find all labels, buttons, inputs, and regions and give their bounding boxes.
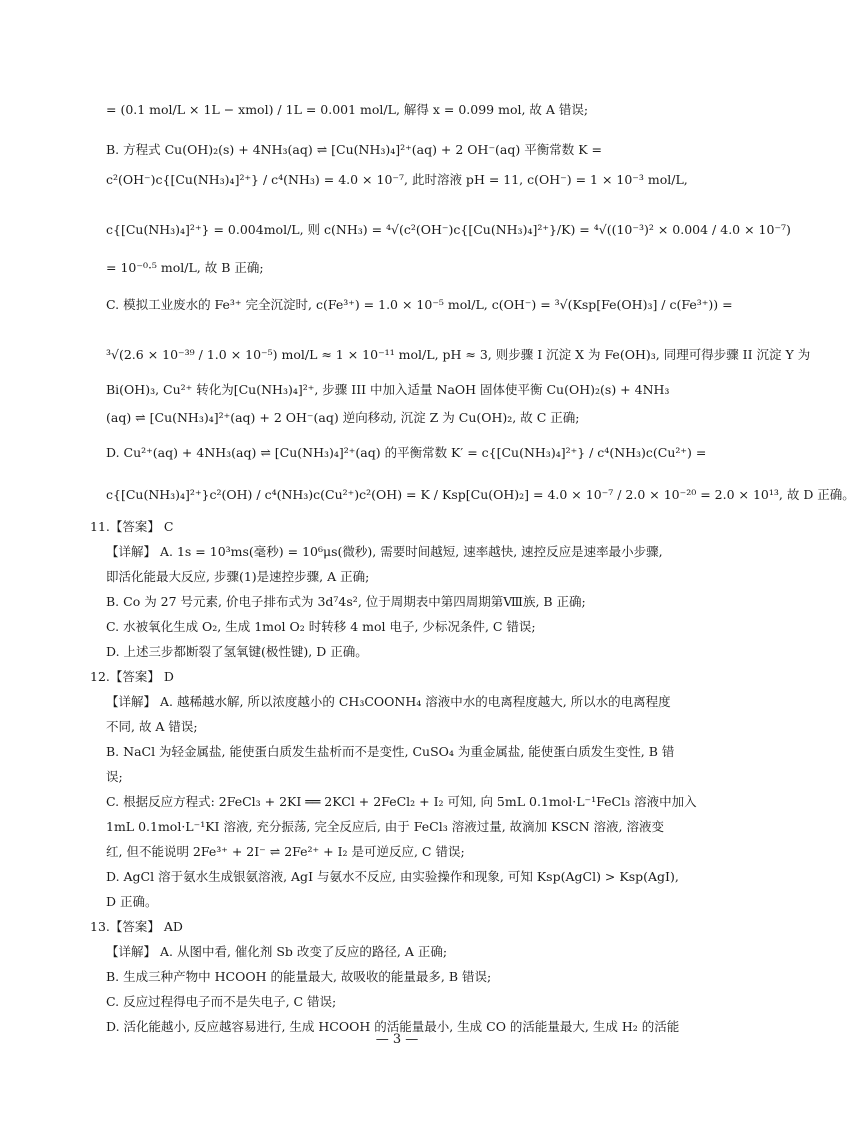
- text-line: C. 根据反应方程式: 2FeCl₃ + 2KI ══ 2KCl + 2FeCl₂ + I₂ 可知, 向 5mL 0.1mol·L⁻¹FeCl₃ 溶液中加入: [106, 794, 697, 809]
- text-line: 1mL 0.1mol·L⁻¹KI 溶液, 充分振荡, 完全反应后, 由于 FeCl₃ 溶液过量, 故滴加 KSCN 溶液, 溶液变: [106, 819, 664, 834]
- text-line: B. Co 为 27 号元素, 价电子排布式为 3d⁷4s², 位于周期表中第四周期第Ⅷ族, B 正确;: [106, 594, 586, 609]
- text-line: D 正确。: [106, 894, 158, 909]
- text-line: C. 水被氧化生成 O₂, 生成 1mol O₂ 时转移 4 mol 电子, 少标况条件, C 错误;: [106, 619, 536, 634]
- text-line: Bi(OH)₃, Cu²⁺ 转化为[Cu(NH₃)₄]²⁺, 步骤 III 中加入适量 NaOH 固体使平衡 Cu(OH)₂(s) + 4NH₃: [106, 382, 670, 397]
- text-line: 12.【答案】 D: [90, 669, 174, 684]
- text-line: D. Cu²⁺(aq) + 4NH₃(aq) ⇌ [Cu(NH₃)₄]²⁺(aq) 的平衡常数 K′ = c{[Cu(NH₃)₄]²⁺} / c⁴(NH₃)c(Cu²⁺) =: [106, 445, 707, 460]
- page-number: — 3 —: [375, 1032, 419, 1047]
- text-line: C. 反应过程得电子而不是失电子, C 错误;: [106, 994, 337, 1009]
- text-line: c{[Cu(NH₃)₄]²⁺} = 0.004mol/L, 则 c(NH₃) = ⁴√(c²(OH⁻)c{[Cu(NH₃)₄]²⁺}/K) = ⁴√((10⁻³)² × 0.004 / 4.0 × 10⁻⁷): [106, 222, 791, 237]
- text-line: C. 模拟工业废水的 Fe³⁺ 完全沉淀时, c(Fe³⁺) = 1.0 × 10⁻⁵ mol/L, c(OH⁻) = ³√(Ksp[Fe(OH)₃] / c(Fe³⁺)) =: [106, 297, 733, 312]
- text-line: B. 方程式 Cu(OH)₂(s) + 4NH₃(aq) ⇌ [Cu(NH₃)₄]²⁺(aq) + 2 OH⁻(aq) 平衡常数 K =: [106, 142, 602, 157]
- text-line: 即活化能最大反应, 步骤(1)是速控步骤, A 正确;: [106, 569, 370, 584]
- text-line: D. 上述三步都断裂了氢氧键(极性键), D 正确。: [106, 644, 368, 659]
- text-line: c²(OH⁻)c{[Cu(NH₃)₄]²⁺} / c⁴(NH₃) = 4.0 × 10⁻⁷, 此时溶液 pH = 11, c(OH⁻) = 1 × 10⁻³ mol/L,: [106, 172, 688, 187]
- text-line: 【详解】 A. 从图中看, 催化剂 Sb 改变了反应的路径, A 正确;: [106, 944, 448, 959]
- text-line: 红, 但不能说明 2Fe³⁺ + 2I⁻ ⇌ 2Fe²⁺ + I₂ 是可逆反应, C 错误;: [106, 844, 465, 859]
- text-line: = 10⁻⁰·⁵ mol/L, 故 B 正确;: [106, 260, 264, 275]
- text-line: 误;: [106, 769, 123, 784]
- text-line: D. AgCl 溶于氨水生成银氨溶液, AgI 与氨水不反应, 由实验操作和现象, 可知 Ksp(AgCl) > Ksp(AgI),: [106, 869, 679, 884]
- text-line: B. 生成三种产物中 HCOOH 的能量最大, 故吸收的能量最多, B 错误;: [106, 969, 492, 984]
- text-line: (aq) ⇌ [Cu(NH₃)₄]²⁺(aq) + 2 OH⁻(aq) 逆向移动, 沉淀 Z 为 Cu(OH)₂, 故 C 正确;: [106, 410, 580, 425]
- text-line: 13.【答案】 AD: [90, 919, 183, 934]
- text-line: c{[Cu(NH₃)₄]²⁺}c²(OH) / c⁴(NH₃)c(Cu²⁺)c²(OH) = K / Ksp[Cu(OH)₂] = 4.0 × 10⁻⁷ / 2.0 × 10⁻²⁰ = 2.0 × 10¹³, 故 D 正确。: [106, 487, 855, 502]
- text-line: 【详解】 A. 1s = 10³ms(毫秒) = 10⁶μs(微秒), 需要时间越短, 速率越快, 速控反应是速率最小步骤,: [106, 544, 663, 559]
- text-line: B. NaCl 为轻金属盐, 能使蛋白质发生盐析而不是变性, CuSO₄ 为重金属盐, 能使蛋白质发生变性, B 错: [106, 744, 675, 759]
- text-line: 不同, 故 A 错误;: [106, 719, 198, 734]
- text-line: = (0.1 mol/L × 1L − xmol) / 1L = 0.001 mol/L, 解得 x = 0.099 mol, 故 A 错误;: [106, 102, 589, 117]
- text-line: ³√(2.6 × 10⁻³⁹ / 1.0 × 10⁻⁵) mol/L ≈ 1 × 10⁻¹¹ mol/L, pH ≈ 3, 则步骤 I 沉淀 X 为 Fe(OH)₃, 同理可得步骤 II 沉淀 Y 为: [106, 347, 811, 362]
- text-line: 11.【答案】 C: [90, 519, 174, 534]
- text-line: 【详解】 A. 越稀越水解, 所以浓度越小的 CH₃COONH₄ 溶液中水的电离程度越大, 所以水的电离程度: [106, 694, 671, 709]
- text-line: D. 活化能越小, 反应越容易进行, 生成 HCOOH 的活能量最小, 生成 CO 的活能量最大, 生成 H₂ 的活能: [106, 1019, 680, 1034]
